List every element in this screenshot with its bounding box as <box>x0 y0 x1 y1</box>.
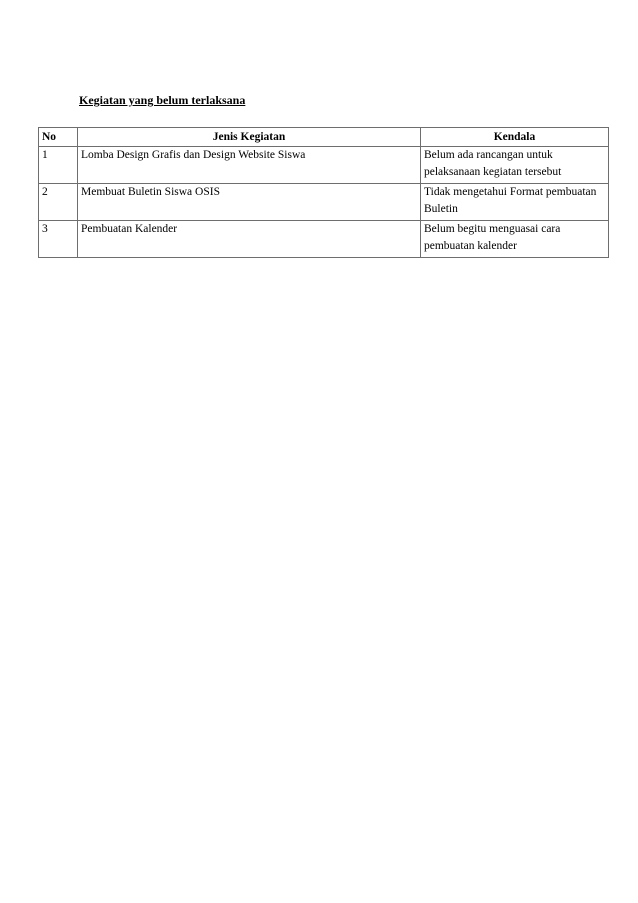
table-row <box>39 184 609 221</box>
column-header-kendala: Kendala <box>421 128 609 147</box>
section-heading: Kegiatan yang belum terlaksana <box>79 93 246 107</box>
cell-jenis-kegiatan: Lomba Design Grafis dan Design Website Siswa <box>78 147 421 184</box>
table-row <box>39 221 609 258</box>
cell-kendala: Belum ada rancangan untuk pelaksanaan kegiatan tersebut <box>421 147 609 184</box>
cell-no: 2 <box>39 184 78 221</box>
column-header-no: No <box>39 128 78 147</box>
cell-no: 3 <box>39 221 78 258</box>
column-header-jenis-kegiatan: Jenis Kegiatan <box>78 128 421 147</box>
table-header-row <box>39 128 609 147</box>
activities-table <box>38 127 609 258</box>
cell-jenis-kegiatan: Membuat Buletin Siswa OSIS <box>78 184 421 221</box>
table-row <box>39 147 609 184</box>
cell-kendala: Belum begitu menguasai cara pembuatan kalender <box>421 221 609 258</box>
cell-jenis-kegiatan: Pembuatan Kalender <box>78 221 421 258</box>
cell-kendala: Tidak mengetahui Format pembuatan Buletin <box>421 184 609 221</box>
cell-no: 1 <box>39 147 78 184</box>
